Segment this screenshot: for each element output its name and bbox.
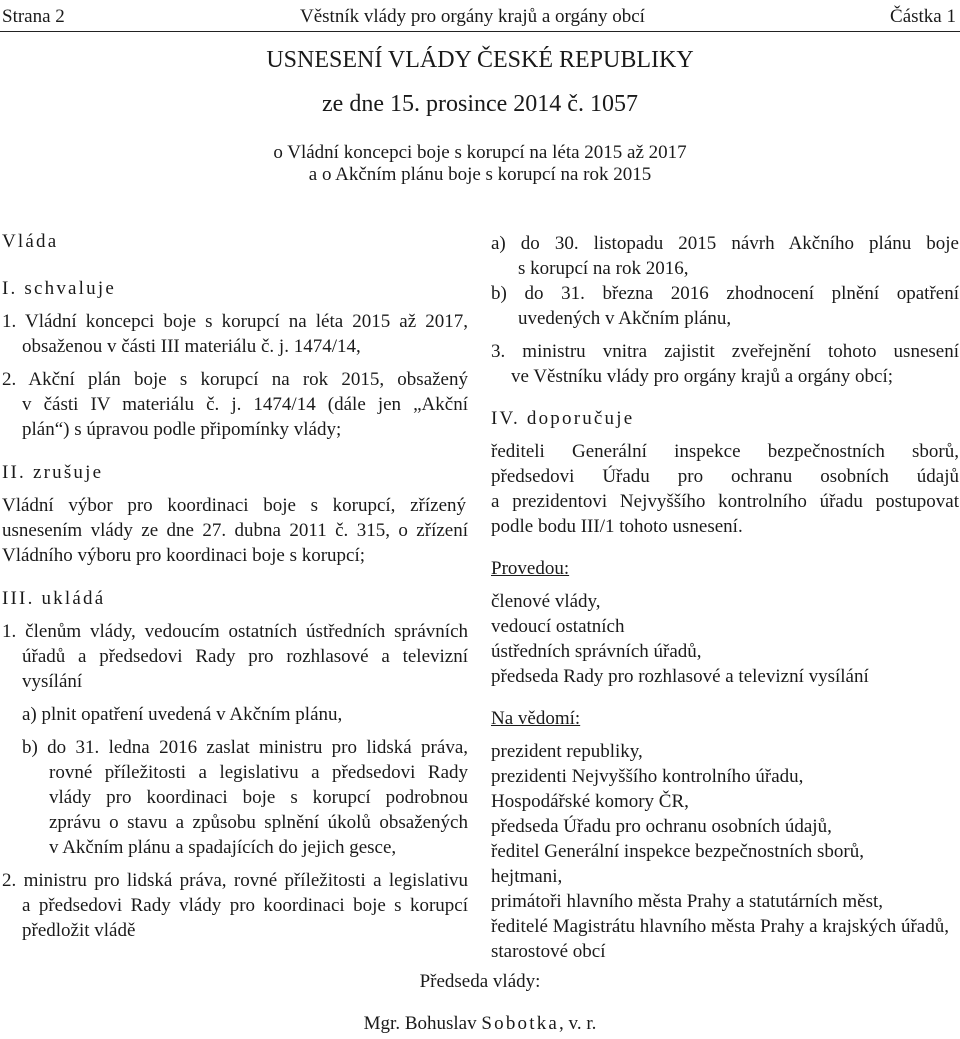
subject-government: Vláda [2,231,59,252]
for-information-item: prezidenti Nejvyššího kontrolního úřadu, [491,766,804,787]
section-heading-recommends: IV. doporučuje [491,408,635,429]
approves-item-1-cont: obsaženou v části III materiálu č. j. 1474/14, [22,336,361,357]
signatory-name-suffix: , v. r. [559,1013,597,1034]
cancels-text-3: Vládního výboru pro koordinaci boje s korupcí; [2,545,366,566]
orders-item-2-cont: a předsedovi Rady vlády pro koordinaci boje s korupcí [22,895,468,916]
cancels-text-1: Vládní výbor pro koordinaci boje s korupcí, zřízený [2,495,466,516]
for-information-item: prezident republiky, [491,741,643,762]
orders-item-3-cont: ve Věstníku vlády pro orgány krajů a orgány obcí; [511,366,894,387]
executed-by-item: členové vlády, [491,591,601,612]
orders-item-1b-cont4: v Akčním plánu a spadajících do jejich gesce, [49,837,397,858]
recommends-text-1: řediteli Generální inspekce bezpečnostních sborů, [491,441,959,462]
for-information-item: ředitelé Magistrátu hlavního města Prahy a krajských úřadů, [491,916,949,937]
executed-by-item: ústředních správních úřadů, [491,641,702,662]
signatory-name-prefix: Mgr. Bohuslav [363,1013,477,1034]
executed-by-item: předseda Rady pro rozhlasové a televizní vysílání [491,666,869,687]
approves-item-1: 1. Vládní koncepci boje s korupcí na léta 2015 až 2017, [2,311,468,332]
approves-item-2-cont: v části IV materiálu č. j. 1474/14 (dále jen „Akční [22,394,468,415]
orders-item-2a-cont: s korupcí na rok 2016, [518,258,689,279]
orders-item-2b: b) do 31. března 2016 zhodnocení plnění opatření [491,283,959,304]
for-information-item: ředitel Generální inspekce bezpečnostních sborů, [491,841,864,862]
recommends-text-2: předsedovi Úřadu pro ochranu osobních údajů [491,466,959,487]
issue-number: Částka 1 [890,6,956,27]
for-information-item: předseda Úřadu pro ochranu osobních údajů, [491,816,832,837]
orders-item-1-cont: úřadů a předsedovi Rady pro rozhlasové a televizní [22,646,468,667]
signatory-role: Předseda vlády: [419,971,541,992]
cancels-text-2: usnesením vlády ze dne 27. dubna 2011 č. 315, o zřízení [2,520,468,541]
document-title: USNESENÍ VLÁDY ČESKÉ REPUBLIKY [266,47,694,73]
document-subject-line2: a o Akčním plánu boje s korupcí na rok 2015 [308,164,652,185]
page-number: Strana 2 [2,6,65,27]
for-information-item: Hospodářské komory ČR, [491,791,689,812]
document-subject-line1: o Vládní koncepci boje s korupcí na léta 2015 až 2017 [273,142,687,163]
orders-item-1-cont2: vysílání [22,671,83,692]
section-heading-approves: I. schvaluje [2,278,116,299]
orders-item-1b: b) do 31. ledna 2016 zaslat ministru pro lidská práva, [22,737,468,758]
orders-item-2a: a) do 30. listopadu 2015 návrh Akčního plánu boje [491,233,959,254]
section-heading-orders: III. ukládá [2,588,106,609]
orders-item-1b-cont2: vlády pro koordinaci boje s korupcí podrobnou [49,787,468,808]
for-information-item: starostové obcí [491,941,606,962]
orders-item-1b-cont1: rovné příležitosti a legislativu a předsedovi Rady [49,762,468,783]
approves-item-2: 2. Akční plán boje s korupcí na rok 2015, obsažený [2,369,468,390]
orders-item-1b-cont3: zprávu o stavu a způsobu splnění úkolů obsažených [49,812,468,833]
signatory-name [0,1013,960,1035]
for-information-item: hejtmani, [491,866,563,887]
orders-item-1: 1. členům vlády, vedoucím ostatních ústředních správních [2,621,468,642]
orders-item-2-cont2: předložit vládě [22,920,136,941]
orders-item-3: 3. ministru vnitra zajistit zveřejnění tohoto usnesení [491,341,959,362]
signatory-surname: Sobotka [481,1013,560,1034]
for-information-heading: Na vědomí: [491,708,581,729]
document-date-number: ze dne 15. prosince 2014 č. 1057 [322,91,638,117]
orders-item-2: 2. ministru pro lidská práva, rovné příležitosti a legislativu [2,870,468,891]
orders-item-1a: a) plnit opatření uvedená v Akčním plánu, [22,704,343,725]
for-information-item: primátoři hlavního města Prahy a statutárních měst, [491,891,884,912]
recommends-text-4: podle bodu III/1 tohoto usnesení. [491,516,743,537]
orders-item-2b-cont: uvedených v Akčním plánu, [518,308,732,329]
section-heading-cancels: II. zrušuje [2,462,104,483]
approves-item-2-cont2: plán“) s úpravou podle připomínky vlády; [22,419,342,440]
header-rule [0,31,960,32]
journal-title: Věstník vlády pro orgány krajů a orgány obcí [300,6,645,27]
executed-by-item: vedoucí ostatních [491,616,625,637]
executed-by-heading: Provedou: [491,558,570,579]
recommends-text-3: a prezidentovi Nejvyššího kontrolního úřadu postupovat [491,491,959,512]
